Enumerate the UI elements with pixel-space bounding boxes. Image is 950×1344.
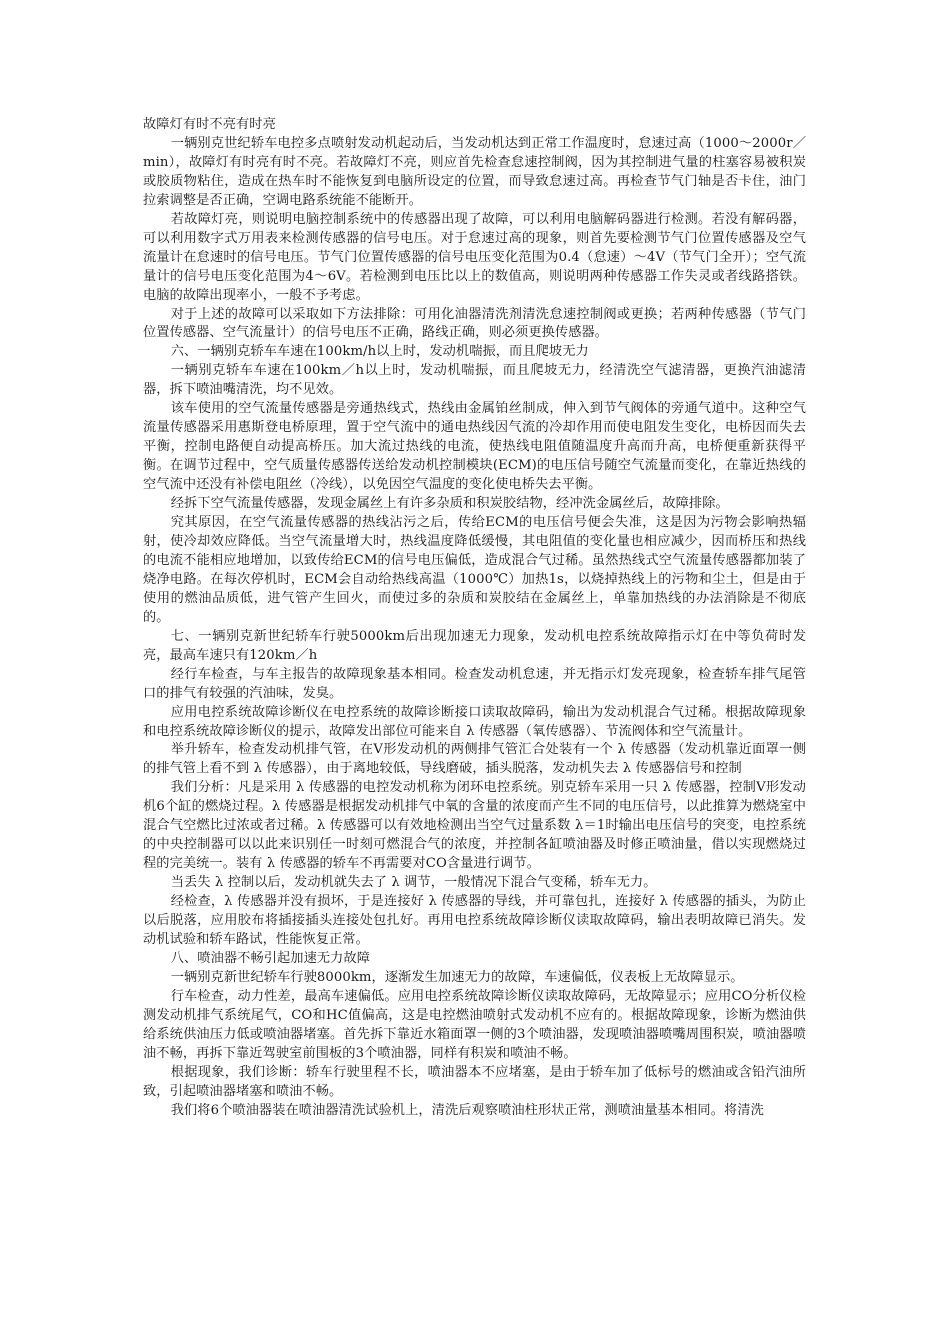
paragraph: 一辆别克新世纪轿车行驶8000km，逐渐发生加速无力的故障，车速偏低，仪表板上无故障显示。: [170, 969, 744, 985]
paragraph: 举升轿车，检查发动机排气管，在V形发动机的两侧排气管汇合处装有一个 λ 传感器（发动机靠近面罩一侧的排气管上看不到 λ 传感器），由于离地较低，导线磨破，插头脱落，发动机失去 λ 传感器信号和控制: [143, 742, 806, 777]
paragraph: 经检查，λ 传感器并没有损坏，于是连接好 λ 传感器的导线，并可靠包扎，连接好 λ 传感器的插头，为防止以后脱落，应用胶布将插接插头连接处包扎好。再用电控系统故障诊断仪读取故障码，输出表明故障已消失。发动机试验和轿车路试，性能恢复正常。: [143, 894, 806, 947]
paragraph: 一辆别克世纪轿车电控多点喷射发动机起动后，当发动机达到正常工作温度时，怠速过高（1000～2000r／min），故障灯有时亮有时不亮。若故障灯不亮，则应首先检查怠速控制阀，因为其控制进气量的柱塞容易被积炭或胶质物粘住，造成在热车时不能恢复到电脑所设定的位置，而导致怠速过高。再检查节气门轴是否卡住，油门拉索调整是否正确，空调电路系统能不能断开。: [143, 135, 806, 208]
paragraph: 一辆别克轿车车速在100km／h以上时，发动机喘振，而且爬坡无力，经清洗空气滤清器，更换汽油滤清器，拆下喷油嘴清洗，均不见效。: [143, 363, 806, 398]
paragraph: 根据现象，我们诊断：轿车行驶里程不长，喷油器本不应堵塞，是由于轿车加了低标号的燃油或含铅汽油所致，引起喷油器堵塞和喷油不畅。: [143, 1064, 806, 1099]
section-heading-6: 六、一辆别克轿车车速在100km/h以上时，发动机喘振，而且爬坡无力: [170, 344, 589, 360]
paragraph: 经拆下空气流量传感器，发现金属丝上有许多杂质和积炭胶结物，经冲洗金属丝后，故障排除。: [170, 496, 729, 512]
paragraph: 对于上述的故障可以采取如下方法排除：可用化油器清洗剂清洗怠速控制阀或更换；若两种传感器（节气门位置传感器、空气流量计）的信号电压不正确，路线正确，则必须更换传感器。: [143, 306, 806, 341]
paragraph: 我们分析：凡是采用 λ 传感器的电控发动机称为闭环电控系统。别克轿车采用一只 λ 传感器，控制V形发动机6个缸的燃烧过程。λ 传感器是根据发动机排气中氧的含量的浓度而产生不同的电压信号，以此推算为燃烧室中混合气空燃比过浓或者过稀。λ 传感器可以有效地检测出当空气过量系数 λ＝1时输出电压信号的突变，电控系统的中央控制器可以以此来识别任一时刻可燃混合气的浓度，并控制各缸喷油器及时修正喷油量，借以实现燃烧过程的完美统一。装有 λ 传感器的轿车不再需要对CO含量进行调节。: [143, 780, 806, 872]
paragraph: 我们将6个喷油器装在喷油器清洗试验机上，清洗后观察喷油柱形状正常，测喷油量基本相同。将清洗: [170, 1102, 764, 1118]
document-body: [143, 116, 806, 1121]
paragraph: 经行车检查，与车主报告的故障现象基本相同。检查发动机怠速，并无指示灯发亮现象，检查轿车排气尾管口的排气有较强的汽油味，发臭。: [143, 666, 806, 701]
section-heading-8: 八、喷油器不畅引起加速无力故障: [170, 950, 371, 966]
paragraph: 究其原因，在空气流量传感器的热线沾污之后，传给ECM的电压信号便会失准，这是因为污物会影响热辐射，使冷却效应降低。当空气流量增大时，热线温度降低缓慢，其电阻值的变化量也相应减少，因而桥压和热线的电流不能相应地增加，以致传给ECM的信号电压偏低，造成混合气过稀。虽然热线式空气流量传感器都加装了烧净电路。在每次停机时，ECM会自动给热线高温（1000℃）加热1s，以烧掉热线上的污物和尘土，但是由于使用的燃油品质低，进气管产生回火，而使过多的杂质和炭胶结在金属丝上，单靠加热线的办法消除是不彻底的。: [143, 515, 806, 625]
paragraph: 行车检查，动力性差，最高车速偏低。应用电控系统故障诊断仪读取故障码，无故障显示；应用CO分析仪检测发动机排气系统尾气，CO和HC值偏高，这是电控燃油喷射式发动机不应有的。根据故障现象，诊断为燃油供给系统供油压力低或喷油器堵塞。首先拆下靠近水箱面罩一侧的3个喷油器，发现喷油器喷嘴周围积炭，喷油器喷油不畅，再拆下靠近驾驶室前围板的3个喷油器，同样有积炭和喷油不畅。: [143, 988, 806, 1061]
section-heading-7: 七、一辆别克新世纪轿车行驶5000km后出现加速无力现象，发动机电控系统故障指示灯在中等负荷时发亮，最高车速只有120km／h: [143, 628, 806, 663]
paragraph: 该车使用的空气流量传感器是旁通热线式，热线由金属铂丝制成，伸入到节气阀体的旁通气道中。这种空气流量传感器采用惠斯登电桥原理，置于空气流中的通电热线因气流的冷却作用而使电阻发生变化，电桥因而失去平衡，控制电路便自动提高桥压。加大流过热线的电流，使热线电阻值随温度升高而升高，电桥便重新获得平衡。在调节过程中，空气质量传感器传送给发动机控制模块(ECM)的电压信号随空气流量而变化，在靠近热线的空气流中还没有补偿电阻丝（冷线），以免因空气温度的变化使电桥失去平衡。: [143, 401, 806, 493]
paragraph: 应用电控系统故障诊断仪在电控系统的故障诊断接口读取故障码，输出为发动机混合气过稀。根据故障现象和电控系统故障诊断仪的提示，故障发出部位可能来自 λ 传感器（氧传感器）、节流阀体和空气流量计。: [143, 704, 806, 739]
section-heading-idle-fault: 故障灯有时不亮有时亮: [143, 117, 276, 132]
paragraph: 当丢失 λ 控制以后，发动机就失去了 λ 调节，一般情况下混合气变稀，轿车无力。: [170, 875, 657, 891]
paragraph: 若故障灯亮，则说明电脑控制系统中的传感器出现了故障，可以利用电脑解码器进行检测。若没有解码器，可以利用数字式万用表来检测传感器的信号电压。对于怠速过高的现象，则首先要检测节气门位置传感器及空气流量计在怠速时的信号电压。节气门位置传感器的信号电压变化范围为0.4（怠速）～4V（节气门全开）；空气流量计的信号电压变化范围为4～6V。若检测到电压比以上的数值高，则说明两种传感器工作失灵或者线路搭铁。电脑的故障出现率小，一般不予考虑。: [143, 211, 806, 303]
